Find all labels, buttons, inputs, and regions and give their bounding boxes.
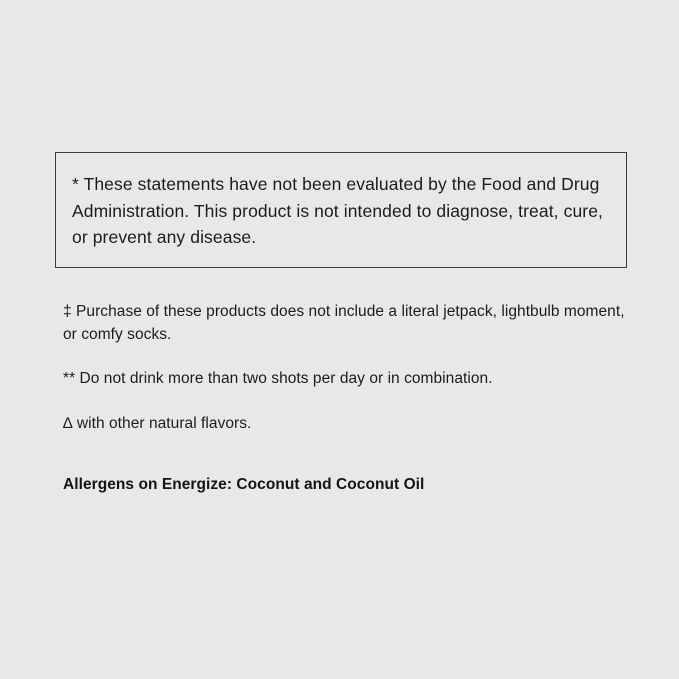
footnotes-list bbox=[55, 300, 627, 435]
footnote-jetpack: ‡ Purchase of these products does not include a literal jetpack, lightbulb moment, or comfy socks. bbox=[63, 302, 625, 344]
footnote-natural-flavors: ∆ with other natural flavors. bbox=[63, 414, 252, 432]
document-content bbox=[55, 152, 627, 496]
fda-disclaimer-text: * These statements have not been evaluated by the Food and Drug Administration. This product is not intended to diagnose, treat, cure, or prevent any disease. bbox=[72, 174, 603, 248]
footnote-dosage: ** Do not drink more than two shots per day or in combination. bbox=[63, 370, 493, 388]
fda-disclaimer-box bbox=[55, 152, 627, 268]
allergens-statement: Allergens on Energize: Coconut and Coconut Oil bbox=[63, 475, 425, 493]
